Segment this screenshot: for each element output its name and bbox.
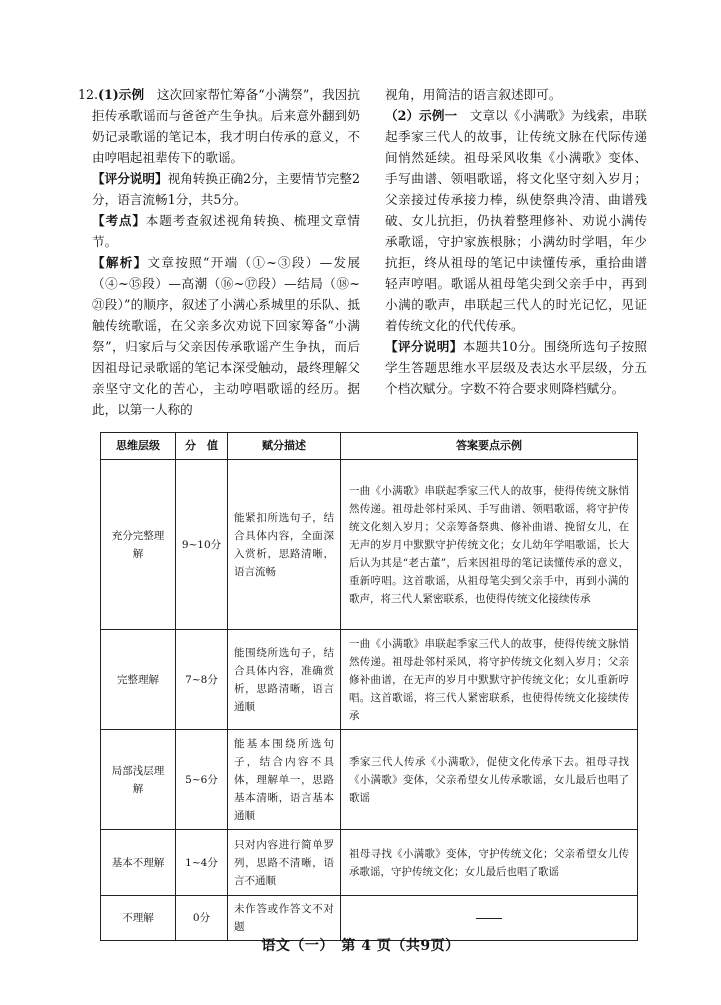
row-score: 7~8分 (176, 630, 228, 730)
row-answer: 祖母寻找《小满歌》变体，守护传统文化；父亲希望女儿传承歌谣，守护传统文化；女儿最后也唱了歌谣 (341, 830, 638, 896)
scoring-note-1 (92, 168, 360, 210)
row-level: 局部浅层理解 (101, 730, 176, 830)
answer-1-label: (1)示例 (98, 87, 145, 102)
analysis-continuation: 视角，用简洁的语言叙述即可。 (385, 87, 562, 102)
table-row (101, 460, 638, 630)
header-answer: 答案要点示例 (341, 433, 638, 460)
analysis-label: 【解析】 (92, 255, 148, 270)
row-description: 能紧扣所选句子，结合具体内容，全面深入赏析，思路清晰，语言流畅 (228, 460, 341, 630)
right-column (385, 84, 647, 399)
table-row (101, 730, 638, 830)
row-description: 只对内容进行简单罗列，思路不清晰，语言不通顺 (228, 830, 341, 896)
question-number: 12. (78, 87, 99, 102)
table-row (101, 630, 638, 730)
row-answer: 一曲《小满歌》串联起季家三代人的故事，使得传统文脉悄然传递。祖母赴邻村采风、手写曲谱、领唱歌谣，将守护传统文化刻入岁月；父亲筹备祭典、修补曲谱、挽留女儿，在无声的岁月中默默守护传统文化；女儿幼年学唱歌谣，长大后认为其是“老古董”，后来因祖母的笔记读懂传承的意义，重新哼唱。这首歌谣，从祖母笔尖到父亲手中，再到小满的歌声，将三代人紧密联系，也使得传统文化接续传承 (341, 460, 638, 630)
exam-point (92, 210, 360, 252)
empty-answer-dash (476, 918, 502, 919)
row-answer-empty (341, 896, 638, 941)
scoring-rubric-table (100, 432, 638, 941)
table-row (101, 830, 638, 896)
row-answer: 一曲《小满歌》串联起季家三代人的故事，使得传统文脉悄然传递。祖母赴邻村采风，将守护传统文化刻入岁月；父亲修补曲谱，在无声的岁月中默默守护传统文化；女儿重新哼唱。这首歌谣，将三代人紧密联系，也使得传统文化接续传承 (341, 630, 638, 730)
row-answer: 季家三代人传承《小满歌》，促使文化传承下去。祖母寻找《小满歌》变体，父亲希望女儿传承歌谣，女儿最后也唱了歌谣 (341, 730, 638, 830)
row-level: 完整理解 (101, 630, 176, 730)
scoring-note-2 (385, 336, 647, 399)
row-score: 0分 (176, 896, 228, 941)
row-level: 基本不理解 (101, 830, 176, 896)
header-level: 思维层级 (101, 433, 176, 460)
row-level: 充分完整理解 (101, 460, 176, 630)
exam-point-label: 【考点】 (92, 213, 146, 228)
row-score: 5~6分 (176, 730, 228, 830)
page-footer: 语文（一） 第 4 页（共9页） (261, 938, 460, 954)
exam-point-text: 本题考查叙述视角转换、梳理文章情节。 (92, 213, 361, 249)
row-description: 能基本围绕所选句子，结合内容不具体，理解单一，思路基本清晰，语言基本通顺 (228, 730, 341, 830)
table-header-row (101, 433, 638, 460)
answer-1-paragraph (78, 84, 360, 168)
header-description: 赋分描述 (228, 433, 341, 460)
analysis (92, 252, 360, 420)
row-description: 未作答或作答文不对题 (228, 896, 341, 941)
row-description: 能围绕所选句子，结合具体内容，准确赏析，思路清晰，语言通顺 (228, 630, 341, 730)
table-row (101, 896, 638, 941)
scoring-note-1-text: 视角转换正确2分，主要情节完整2分，语言流畅1分，共5分。 (92, 171, 360, 207)
answer-2-text: 文章以《小满歌》为线索，串联起季家三代人的故事，让传统文脉在代际传递间悄然延续。祖母采风收集《小满歌》变体、手写曲谱、领唱歌谣，将文化坚守刻入岁月；父亲接过传承接力棒，纵使祭典冷清、曲谱残破、女儿抗拒，仍执着整理修补、劝说小满传承歌谣，守护家族根脉；小满幼时学唱，年少抗拒，终从祖母的笔记中读懂传承，重拾曲谱轻声哼唱。歌谣从祖母笔尖到父亲手中，再到小满的歌声，串联起三代人的时光记忆，见证着传统文化的代代传承。 (385, 108, 647, 333)
scoring-note-2-label: 【评分说明】 (385, 339, 463, 354)
row-score: 1~4分 (176, 830, 228, 896)
analysis-text: 文章按照“开端（①~③段）—发展（④~⑮段）—高潮（⑯~⑰段）—结局（⑱~㉑段）”的顺序，叙述了小满心系城里的乐队、抵触传统歌谣，在父亲多次劝说下回家筹备“小满祭”，归家后与父亲因传承歌谣产生争执，而后因祖母记录歌谣的笔记本深受触动，最终理解父亲坚守文化的苦心，主动哼唱歌谣的经历。据此，以第一人称的 (92, 255, 360, 417)
row-score: 9~10分 (176, 460, 228, 630)
row-level: 不理解 (101, 896, 176, 941)
answer-1-text: 这次回家帮忙筹备“小满祭”，我因抗拒传承歌谣而与爸爸产生争执。后来意外翻到奶奶记录歌谣的笔记本，我才明白传承的意义，不由哼唱起祖辈传下的歌谣。 (92, 87, 360, 165)
left-column (78, 84, 361, 420)
header-score: 分 值 (176, 433, 228, 460)
answer-2-paragraph (385, 105, 647, 336)
answer-2-label: （2）示例一 (385, 108, 458, 123)
scoring-note-2-text: 本题共10分。围绕所选句子按照学生答题思维水平层级及表达水平层级，分五个档次赋分。字数不符合要求则降档赋分。 (385, 339, 648, 396)
scoring-note-1-label: 【评分说明】 (92, 171, 168, 186)
